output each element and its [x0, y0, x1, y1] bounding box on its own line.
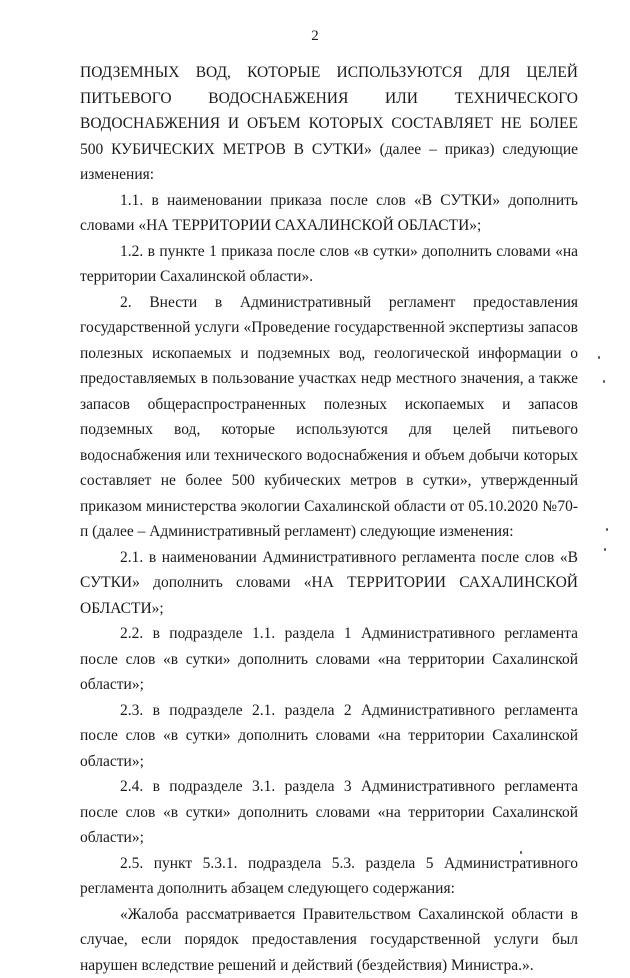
paragraph-2: 2. Внести в Административный регламент предоставления государственной услуги «Проведение государственной экспертизы запасов полезных ископаемых и подземных вод, геологической информации о предоставляемых в пользование участках недр местного значения, а также запасов общераспространенных полезных ископаемых и запасов подземных вод, которые используются для целей питьевого водоснабжения или технического водоснабжения и объем добычи которых составляет не более 500 кубических метров в сутки», утвержденный приказом министерства экологии Сахалинской области от 05.10.2020 №70-п (далее – Административный регламент) следующие изменения: [80, 290, 578, 545]
scan-speck [598, 356, 600, 359]
page-number: 2 [0, 28, 630, 45]
paragraph-2-2: 2.2. в подразделе 1.1. раздела 1 Административного регламента после слов «в сутки» дополнить словами «на территории Сахалинской области»; [80, 621, 578, 698]
scan-speck [606, 528, 608, 531]
document-body [80, 60, 578, 978]
paragraph-2-5: 2.5. пункт 5.3.1. подраздела 5.3. раздела 5 Административного регламента дополнить абзацем следующего содержания: [80, 851, 578, 902]
paragraph-2-1: 2.1. в наименовании Административного регламента после слов «В СУТКИ» дополнить словами «НА ТЕРРИТОРИИ САХАЛИНСКОЙ ОБЛАСТИ»; [80, 545, 578, 622]
paragraph-1-2: 1.2. в пункте 1 приказа после слов «в сутки» дополнить словами «на территории Сахалинской области». [80, 239, 578, 290]
scan-speck [604, 548, 606, 551]
paragraph-intro-continuation: ПОДЗЕМНЫХ ВОД, КОТОРЫЕ ИСПОЛЬЗУЮТСЯ ДЛЯ ЦЕЛЕЙ ПИТЬЕВОГО ВОДОСНАБЖЕНИЯ ИЛИ ТЕХНИЧЕСКОГО ВОДОСНАБЖЕНИЯ И ОБЪЕМ КОТОРЫХ СОСТАВЛЯЕТ НЕ БОЛЕЕ 500 КУБИЧЕСКИХ МЕТРОВ В СУТКИ» (далее – приказ) следующие изменения: [80, 60, 578, 188]
scan-speck [603, 380, 605, 383]
scan-speck [520, 851, 522, 854]
paragraph-2-4: 2.4. в подразделе 3.1. раздела 3 Административного регламента после слов «в сутки» дополнить словами «на территории Сахалинской области»; [80, 774, 578, 851]
paragraph-2-3: 2.3. в подразделе 2.1. раздела 2 Административного регламента после слов «в сутки» дополнить словами «на территории Сахалинской области»; [80, 698, 578, 775]
paragraph-complaint-quote: «Жалоба рассматривается Правительством Сахалинской области в случае, если порядок предоставления государственной услуги был нарушен вследствие решений и действий (бездействия) Министра.». [80, 902, 578, 978]
paragraph-1-1: 1.1. в наименовании приказа после слов «В СУТКИ» дополнить словами «НА ТЕРРИТОРИИ САХАЛИНСКОЙ ОБЛАСТИ»; [80, 188, 578, 239]
